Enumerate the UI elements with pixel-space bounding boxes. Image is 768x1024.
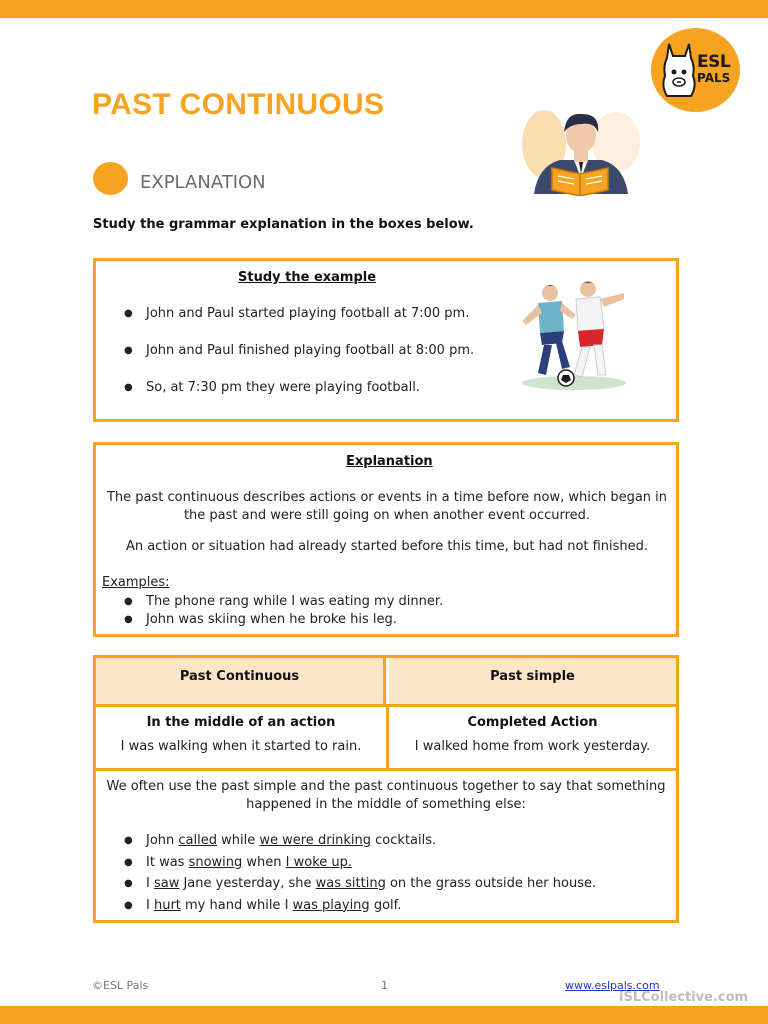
explanation-title: Explanation [346,454,433,469]
study-example-title: Study the example [238,270,377,285]
top-accent-bar [0,0,768,18]
list-item: ● It was snowing when I woke up. [124,854,596,876]
list-item: ● John called while we were drinking cocktails. [124,832,596,854]
list-item: ● I saw Jane yesterday, she was sitting on the grass outside her house. [124,875,596,897]
table-divider [96,768,676,771]
page-title: PAST CONTINUOUS [92,88,385,121]
study-example-box [93,258,679,422]
footer-copyright: ©ESL Pals [92,979,149,992]
website-link[interactable]: www.eslpals.com [565,979,660,992]
explanation-paragraph-2: An action or situation had already started before this time, but had not finished. [125,539,649,554]
page-number: 1 [381,979,388,992]
list-item: ● The phone rang while I was eating my dinner. [124,593,443,611]
list-item: ● I hurt my hand while I was playing golf. [124,897,596,919]
cell-completed-action [389,715,676,754]
logo-text-esl: ESL [697,52,731,72]
section-bullet-dot [93,162,128,195]
combined-examples-list [124,832,596,918]
instruction-text: Study the grammar explanation in the boxes below. [93,217,474,232]
header-past-simple: Past simple [389,658,676,704]
cell-title: Completed Action [467,715,598,730]
list-item: ● John and Paul finished playing football at 8:00 pm. [124,342,474,379]
explanation-box [93,442,679,637]
comparison-note: We often use the past simple and the past continuous together to say that something happened in the middle of something else: [106,779,666,812]
esl-pals-logo [651,28,740,112]
cell-middle-of-action [96,715,386,754]
list-item: ● John and Paul started playing football at 7:00 pm. [124,305,474,342]
example-list [124,305,474,416]
examples-label: Examples: [102,575,170,590]
explanation-paragraph: The past continuous describes actions or events in a time before now, which began in the past and were still going on when another event occurred. [106,490,668,523]
examples-list [124,593,443,629]
football-players-illustration [516,279,632,391]
reader-illustration [516,104,646,196]
bottom-accent-bar [0,1006,768,1024]
comparison-table [93,655,679,923]
list-item: ● So, at 7:30 pm they were playing football. [124,379,474,416]
cell-example: I walked home from work yesterday. [414,739,651,754]
watermark: iSLCollective.com [619,990,749,1005]
llama-icon [659,42,699,102]
logo-text-pals: PALS [697,71,731,85]
cell-example: I was walking when it started to rain. [120,739,362,754]
section-heading: EXPLANATION [140,172,266,193]
cell-title: In the middle of an action [146,715,336,730]
header-past-continuous: Past Continuous [96,658,386,704]
list-item: ● John was skiing when he broke his leg. [124,611,443,629]
